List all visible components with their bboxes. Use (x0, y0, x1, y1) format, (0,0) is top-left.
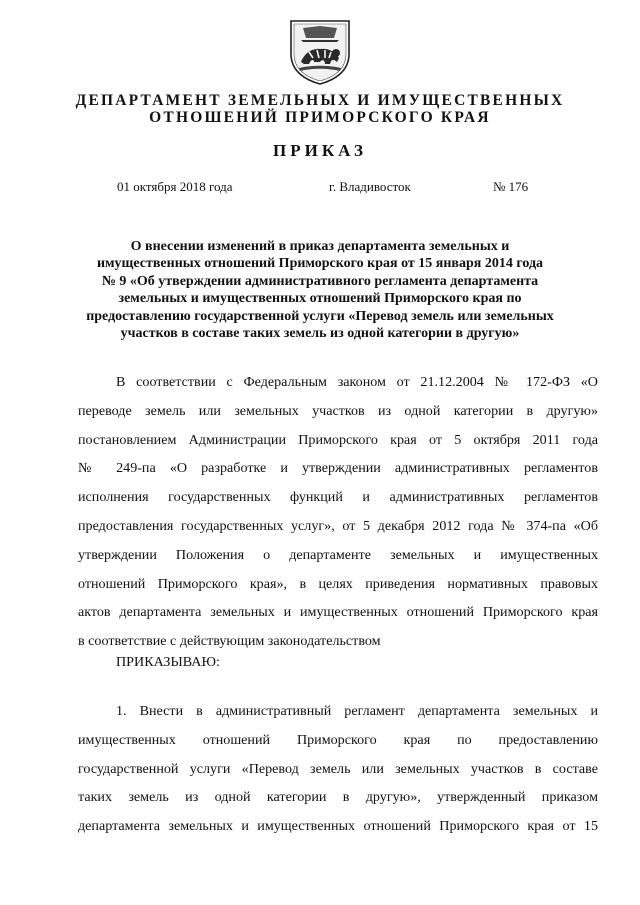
department-name-line-1: ДЕПАРТАМЕНТ ЗЕМЕЛЬНЫХ И ИМУЩЕСТВЕННЫХ (75, 92, 565, 109)
preamble-paragraph (78, 368, 598, 656)
document-number: № 176 (493, 179, 529, 194)
paragraph-line: 1. Внести в административный регламент департамента земельных и (116, 703, 598, 719)
subject-line: земельных и имущественных отношений Приморского края по (118, 291, 522, 307)
primorsky-krai-coat-of-arms-icon (287, 18, 353, 86)
subject-line: О внесении изменений в приказ департамента земельных и (130, 239, 510, 254)
subject-line: имущественных отношений Приморского края от 15 января 2014 года (96, 256, 544, 272)
paragraph-line: имущественных отношений Приморского края по предоставлению (78, 731, 598, 748)
paragraph-line: утверждении Положения о департаменте земельных и имущественных (78, 546, 598, 563)
paragraph-line: отношений Приморского края», в целях приведения нормативных правовых (78, 575, 598, 592)
subject-line: участков в составе таких земель из одной категории в другую» (120, 326, 520, 342)
department-name-line-2: ОТНОШЕНИЙ ПРИМОРСКОГО КРАЯ (149, 109, 491, 126)
paragraph-line: № 249-па «О разработке и утверждении административных регламентов (78, 460, 598, 477)
paragraph-line: государственной услуги «Перевод земель или земельных участков в составе (78, 760, 598, 777)
paragraph-line: департамента земельных и имущественных отношений Приморского края от 15 (78, 818, 598, 835)
subject-line: № 9 «Об утверждении административного регламента департамента (101, 273, 539, 289)
document-type-title: ПРИКАЗ (273, 141, 367, 160)
paragraph-line: предоставления государственных услуг», от 5 декабря 2012 года № 374-па «Об (78, 517, 598, 534)
paragraph-line: исполнения государственных функций и административных регламентов (78, 489, 598, 506)
document-date: 01 октября 2018 года (117, 179, 233, 194)
paragraph-line: В соответствии с Федеральным законом от 21.12.2004 № 172-ФЗ «О (116, 374, 598, 390)
document-subject (60, 238, 580, 342)
paragraph-line: актов департамента земельных и имущественных отношений Приморского края (78, 604, 598, 621)
clause-1-paragraph (78, 697, 598, 841)
paragraph-line: таких земель из одной категории в другую», утвержденный приказом (78, 789, 598, 806)
subject-line: предоставлению государственной услуги «Перевод земель или земельных (86, 308, 554, 324)
paragraph-line: в соответствие с действующим законодательством (78, 633, 381, 650)
paragraph-line: переводе земель или земельных участков из одной категории в другую» (78, 402, 598, 419)
order-directive-word: ПРИКАЗЫВАЮ: (116, 654, 220, 670)
document-city: г. Владивосток (329, 179, 411, 194)
paragraph-line: постановлением Администрации Приморского края от 5 октября 2011 года (78, 431, 598, 448)
